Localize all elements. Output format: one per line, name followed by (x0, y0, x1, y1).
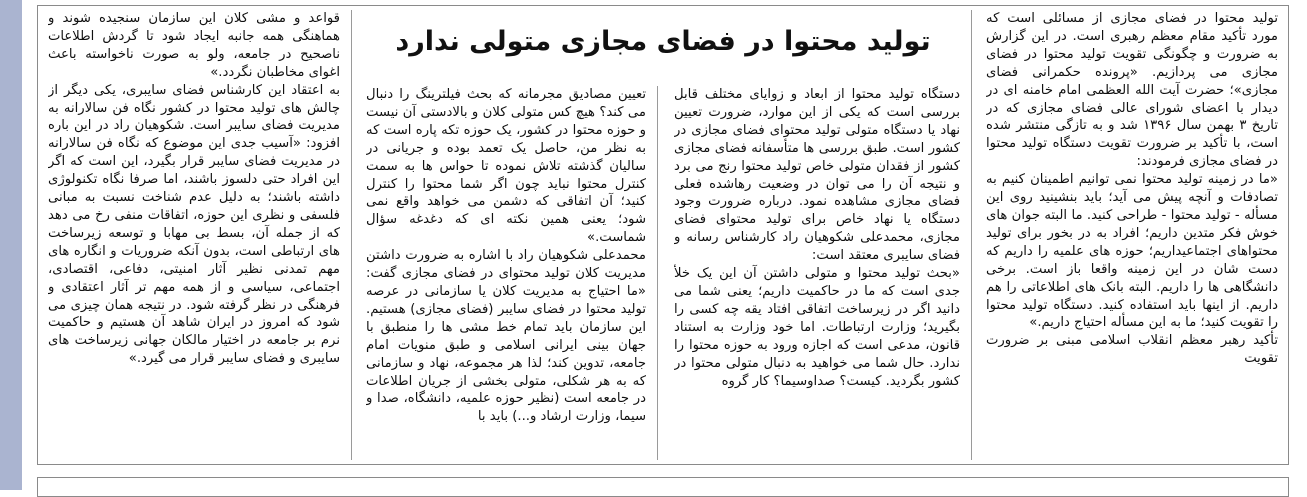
article-headline: تولید محتوا در فضای مجازی متولی ندارد (395, 26, 931, 57)
article-column-4 (48, 10, 340, 460)
paragraph: به اعتقاد این کارشناس فضای سایبری، یکی دیگر از چالش های تولید محتوا در کشور نگاه فن سالارانه به مدیریت فضای سایبر است. شکوهیان راد در این باره افزود: «آسیب جدی این موضوع که نگاه فن سالارانه در مدیریت فضای سایبر قرار بگیرد، این است که اگر این افراد حتی دلسوز باشند، اما صرفا نگاه تکنولوژی داشته باشند؛ به دلیل عدم شناخت نسبت به مبانی فلسفی و نظری این حوزه، اتفاقات منفی رخ می دهد که از جمله آن، بسط بی مهابا و توسعه زیرساخت های ارتباطی است، بدون آنکه ضروریات و انگاره های مهم تمدنی نظیر آثار امنیتی، دفاعی، اقتصادی، اجتماعی، سیاسی و از همه مهم تر آثار اعتقادی و فرهنگی در نظر گرفته شود. در نتیجه همان چیزی می شود که امروز در ایران شاهد آن هستیم و حاکمیت نرم بر جامعه در اختیار مالکان جهانی زیرساخت های سایبری و فضای سایبر قرار می گیرد.» (48, 82, 340, 367)
article-column-1 (986, 10, 1278, 460)
paragraph: تعیین مصادیق مجرمانه که بحث فیلترینگ را دنبال می کند؟ هیچ کس متولی کلان و بالادستی آن نیست و حوزه محتوا در کشور، یک حوزه تکه پاره است که به نظر من، حاصل یک تعمد بوده و جریانی در سالیان گذشته تلاش نموده تا حواس ها به سمت کنترل محتوا نباید چون اگر شما محتوا را کنترل کنید؛ آن اتفاقی که دشمن می خواهد واقع نمی شود؛ یعنی همین نکته ای که دغدغه سؤال شماست.» (366, 87, 646, 246)
paragraph: «ما در زمینه تولید محتوا نمی توانیم اطمینان کنیم به تصادفات و آنچه پیش می آید؛ باید بنشینید روی این مسأله - تولید محتوا - طراحی کنید. ما البته جوان های خوش فکر متدین داریم؛ افراد به در بخور برای تولید محتواهای اجتماعیداریم؛ حوزه های علمیه را داریم که دست شان در این زمینه واقعا باز است. برخی دانشگاهی ها را داریم. البته بانک های اطلاعاتی را هم داریم. از اینها باید استفاده کنید. دستگاه تولید محتوا را تقویت کنید؛ ما به این مسأله احتیاج داریم.» (986, 172, 1278, 331)
column-divider (971, 10, 972, 460)
next-article-frame (37, 477, 1289, 497)
column-divider (657, 86, 658, 460)
page-edge-strip (0, 0, 22, 490)
article-column-3 (366, 86, 646, 460)
paragraph: تولید محتوا در فضای مجازی از مسائلی است که مورد تأکید مقام معظم رهبری است. در این گزارش به ضرورت و چگونگی تقویت تولید محتوا در فضای مجازی می پردازیم. «پرونده حکمرانی فضای مجازی»؛ حضرت آیت الله العظمی امام خامنه ای در دیدار با اعضای شورای عالی فضای مجازی که در تاریخ ۳ بهمن سال ۱۳۹۶ شد و به تازگی منتشر شده است، با تأکید بر ضرورت تقویت دستگاه تولید محتوا در فضای مجازی فرمودند: (986, 11, 1278, 170)
paragraph: دستگاه تولید محتوا از ابعاد و زوایای مختلف قابل بررسی است که یکی از این موارد، ضرورت تعیین نهاد یا دستگاه متولی تولید محتوای فضای مجازی در کشور است. طبق بررسی ها متأسفانه فضای مجازی کشور از فقدان متولی خاص تولید محتوا رنج می برد و نتیجه آن را می توان در وضعیت رهاشده فعلی فضای مجازی مشاهده نمود. درباره ضرورت وجود دستگاه یا نهاد خاص برای تولید محتوای فضای مجازی، محمدعلی شکوهیان راد کارشناس رسانه و فضای سایبری معتقد است: (674, 87, 960, 264)
paragraph: «بحث تولید محتوا و متولی داشتن آن این یک خلأ جدی است که ما در حاکمیت داریم؛ یعنی شما می دانید اگر در زیرساخت اتفاقی افتاد یقه چه کسی را بگیرید؛ وزارت ارتباطات. اما خود وزارت به استناد قانون، مدعی است که اجازه ورود به حوزه محتوا را ندارد. حال شما می خواهید به دنبال متولی محتوا در کشور بگردید. کیست؟ صداوسیما؟ کار گروه (674, 266, 960, 389)
paragraph: تأکید رهبر معظم انقلاب اسلامی مبنی بر ضرورت تقویت (986, 333, 1278, 367)
column-divider (351, 10, 352, 460)
paragraph: محمدعلی شکوهیان راد با اشاره به ضرورت داشتن مدیریت کلان تولید محتوای در فضای مجازی گفت: «ما احتیاج به مدیریت کلان یا سازمانی در عرصه تولید محتوا در فضای سایبر (فضای مجازی) هستیم. این سازمان باید تمام خط مشی ها را منطبق با جهان بینی ایرانی اسلامی و طبق منویات امام جامعه، تدوین کند؛ لذا هر مجموعه، نهاد و سازمانی که به هر شکلی، متولی بخشی از جریان اطلاعات در جامعه است (نظیر حوزه علمیه، دانشگاه، صدا و سیما، وزارت ارشاد و...) باید با (366, 248, 646, 425)
article-column-2 (674, 86, 960, 460)
article-frame (37, 5, 1289, 465)
paragraph: قواعد و مشی کلان این سازمان سنجیده شوند و هماهنگی همه جانبه ایجاد شود تا گردش اطلاعات ناصحیح در جامعه، ولو به صورت ناخواسته باعث اغوای مخاطبان نگردد.» (48, 11, 340, 80)
